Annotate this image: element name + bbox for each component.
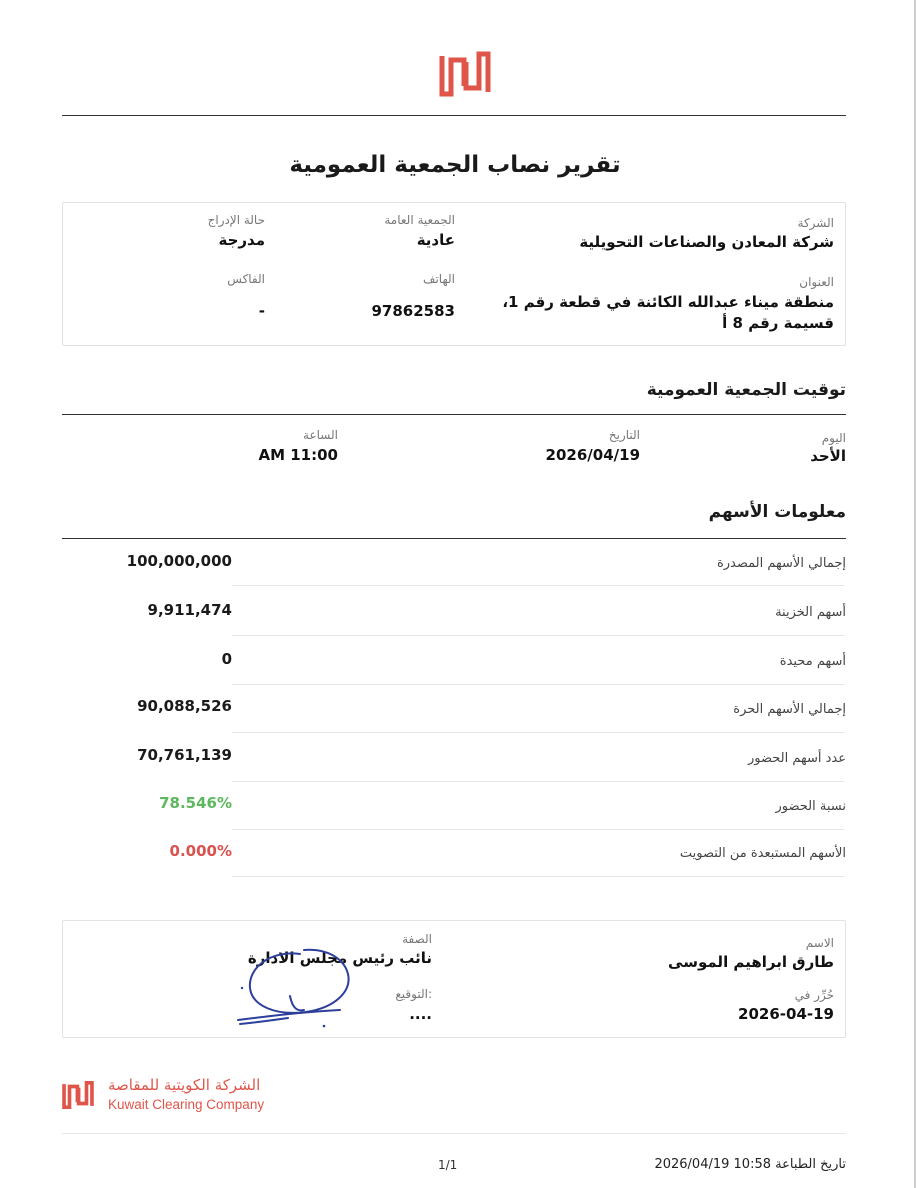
role-value: نائب رئيس مجلس الادارة bbox=[247, 949, 432, 967]
listing-label: حالة الإدراج bbox=[207, 213, 265, 227]
name-label: الاسم bbox=[805, 936, 834, 950]
shares-divider bbox=[62, 538, 846, 539]
shares-row-value: 0 bbox=[221, 650, 232, 668]
row-separator bbox=[232, 876, 844, 877]
shares-row-label: الأسهم المستبعدة من التصويت bbox=[679, 846, 846, 861]
company-label: الشركة bbox=[797, 216, 834, 230]
fax-value: - bbox=[258, 302, 265, 320]
page-number: 1/1 bbox=[438, 1158, 458, 1172]
shares-row-value: 70,761,139 bbox=[137, 746, 232, 764]
handwritten-signature bbox=[230, 940, 370, 1030]
page-title: تقرير نصاب الجمعية العمومية bbox=[289, 152, 621, 178]
shares-row-label: إجمالي الأسهم المصدرة bbox=[716, 556, 846, 571]
day-label: اليوم bbox=[821, 431, 846, 445]
issued-value: 2026-04-19 bbox=[738, 1005, 834, 1023]
shares-row-value: 100,000,000 bbox=[126, 552, 232, 570]
timing-divider bbox=[62, 414, 846, 415]
header-divider bbox=[62, 115, 846, 116]
name-value: طارق ابراهيم الموسى bbox=[668, 953, 834, 971]
row-separator bbox=[232, 684, 844, 685]
signatory-box bbox=[62, 920, 846, 1038]
time-label: الساعة bbox=[303, 428, 338, 442]
scan-edge bbox=[914, 0, 916, 1188]
assembly-value: عادية bbox=[416, 231, 455, 249]
assembly-label: الجمعية العامة bbox=[384, 213, 455, 227]
time-value: 11:00 AM bbox=[258, 446, 338, 464]
address-label: العنوان bbox=[799, 275, 834, 289]
print-date-value: 2026/04/19 10:58 bbox=[654, 1157, 771, 1172]
timing-heading: توقيت الجمعية العمومية bbox=[646, 380, 846, 400]
kcc-logo-icon bbox=[437, 46, 493, 102]
row-separator bbox=[232, 829, 844, 830]
shares-row-value: 90,088,526 bbox=[137, 697, 232, 715]
shares-heading: معلومات الأسهم bbox=[708, 502, 846, 522]
phone-value: 97862583 bbox=[371, 302, 455, 320]
role-label: الصفة bbox=[402, 932, 432, 946]
footer-logo-icon bbox=[60, 1078, 96, 1112]
date-label: التاريخ bbox=[608, 428, 640, 442]
signature-label: :التوقيع bbox=[395, 987, 432, 1001]
shares-row-label: أسهم محيدة bbox=[779, 654, 846, 669]
day-value: الأحد bbox=[810, 447, 846, 465]
shares-row-label: إجمالي الأسهم الحرة bbox=[733, 702, 846, 717]
row-separator bbox=[232, 635, 844, 636]
fax-label: الفاكس bbox=[227, 272, 265, 286]
address-line-1: منطقة ميناء عبدالله الكائنة في قطعة رقم 1، bbox=[502, 293, 834, 311]
footer-company-en: Kuwait Clearing Company bbox=[108, 1097, 265, 1112]
signature-value: .... bbox=[409, 1005, 432, 1023]
row-separator bbox=[232, 585, 844, 586]
row-separator bbox=[232, 732, 844, 733]
excluded-percent: 0.000% bbox=[169, 842, 232, 860]
print-date bbox=[654, 1157, 846, 1172]
address-line-2: قسيمة رقم 8 أ bbox=[722, 314, 834, 332]
phone-label: الهاتف bbox=[423, 272, 455, 286]
shares-row-value: 9,911,474 bbox=[147, 601, 232, 619]
listing-value: مدرجة bbox=[218, 231, 265, 249]
issued-label: حُرِّر في bbox=[794, 988, 834, 1002]
attendance-percent: 78.546% bbox=[159, 794, 232, 812]
row-separator bbox=[232, 781, 844, 782]
company-value: شركة المعادن والصناعات التحويلية bbox=[579, 233, 834, 251]
print-date-label: تاريخ الطباعة bbox=[775, 1157, 846, 1172]
shares-row-label: أسهم الخزينة bbox=[775, 605, 846, 620]
footer-company-ar: الشركة الكويتية للمقاصة bbox=[108, 1076, 261, 1094]
footer-divider bbox=[62, 1133, 846, 1134]
date-value: 2026/04/19 bbox=[545, 446, 640, 464]
shares-row-label: نسبة الحضور bbox=[775, 799, 846, 814]
shares-row-label: عدد أسهم الحضور bbox=[747, 751, 846, 766]
